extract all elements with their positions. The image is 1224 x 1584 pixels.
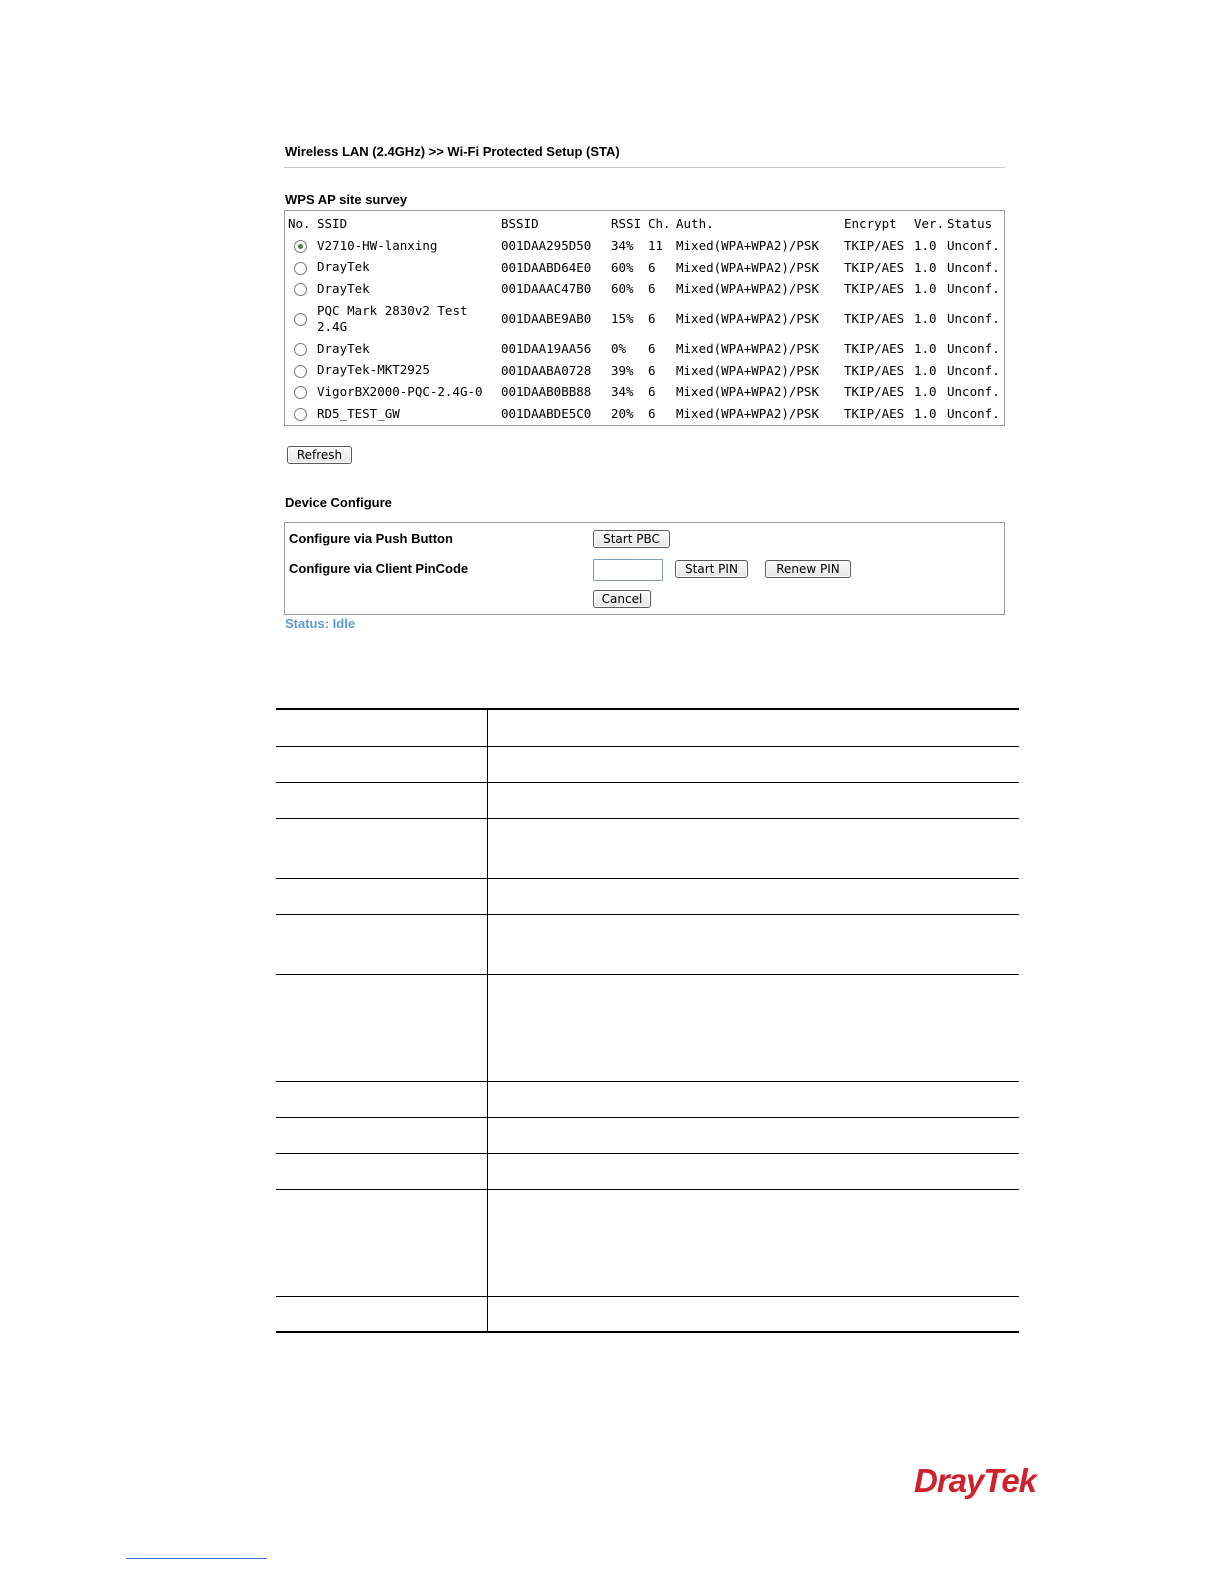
row-bssid: 001DAAAC47B0: [501, 281, 592, 297]
table-row[interactable]: [288, 338, 1004, 360]
table-row[interactable]: [288, 278, 1004, 300]
renew-pin-button[interactable]: Renew PIN: [765, 560, 851, 578]
row-ch: 6: [648, 341, 656, 357]
row-encrypt: TKIP/AES: [844, 384, 905, 400]
table-row: [276, 709, 1019, 746]
row-status: Unconf.: [947, 362, 1000, 378]
row-ch: 6: [648, 384, 656, 400]
table-row: [276, 746, 1019, 782]
start-pbc-button[interactable]: Start PBC: [593, 530, 670, 548]
row-auth: Mixed(WPA+WPA2)/PSK: [676, 406, 819, 422]
row-encrypt: TKIP/AES: [844, 311, 905, 327]
col-auth: Auth.: [676, 216, 714, 232]
radio-select-3[interactable]: [294, 283, 307, 296]
row-bssid: 001DAA295D50: [501, 238, 592, 254]
row-status: Unconf.: [947, 384, 1000, 400]
col-ch: Ch.: [648, 216, 671, 232]
pin-code-input[interactable]: [593, 559, 663, 581]
row-rssi: 60%: [611, 259, 634, 275]
table-row[interactable]: [288, 381, 1004, 403]
row-status: Unconf.: [947, 406, 1000, 422]
row-encrypt: TKIP/AES: [844, 259, 905, 275]
col-no: No.: [288, 216, 311, 232]
survey-table: [288, 213, 1004, 425]
radio-select-5[interactable]: [294, 343, 307, 356]
table-row[interactable]: [288, 256, 1004, 278]
row-auth: Mixed(WPA+WPA2)/PSK: [676, 311, 819, 327]
row-auth: Mixed(WPA+WPA2)/PSK: [676, 281, 819, 297]
row-encrypt: TKIP/AES: [844, 341, 905, 357]
row-rssi: 34%: [611, 384, 634, 400]
row-status: Unconf.: [947, 259, 1000, 275]
device-configure-title: Device Configure: [285, 495, 392, 510]
row-ver: 1.0: [914, 341, 937, 357]
table-row: [276, 1153, 1019, 1189]
row-rssi: 0%: [611, 341, 627, 357]
row-bssid: 001DAAB0BB88: [501, 384, 592, 400]
col-rssi: RSSI: [611, 216, 642, 232]
col-encrypt: Encrypt: [844, 216, 897, 232]
row-encrypt: TKIP/AES: [844, 281, 905, 297]
row-rssi: 34%: [611, 238, 634, 254]
description-table: [276, 708, 1019, 1333]
table-row: [276, 1189, 1019, 1296]
row-auth: Mixed(WPA+WPA2)/PSK: [676, 259, 819, 275]
row-ssid: DrayTek: [317, 340, 370, 356]
table-row: [276, 974, 1019, 1081]
row-status: Unconf.: [947, 341, 1000, 357]
radio-select-6[interactable]: [294, 365, 307, 378]
row-rssi: 20%: [611, 406, 634, 422]
row-ssid: DrayTek: [317, 280, 370, 296]
table-row[interactable]: [288, 235, 1004, 257]
row-ch: 6: [648, 362, 656, 378]
row-ssid: PQC Mark 2830v2 Test 2.4G: [317, 302, 468, 334]
pincode-label: Configure via Client PinCode: [289, 561, 469, 576]
radio-select-4[interactable]: [294, 313, 307, 326]
row-rssi: 15%: [611, 311, 634, 327]
col-ssid: SSID: [317, 216, 348, 232]
row-ver: 1.0: [914, 384, 937, 400]
col-bssid: BSSID: [501, 216, 539, 232]
status-text: Status: Idle: [285, 616, 356, 631]
row-auth: Mixed(WPA+WPA2)/PSK: [676, 384, 819, 400]
table-row: [276, 1117, 1019, 1153]
row-auth: Mixed(WPA+WPA2)/PSK: [676, 362, 819, 378]
row-ver: 1.0: [914, 362, 937, 378]
row-bssid: 001DAA19AA56: [501, 341, 592, 357]
row-bssid: 001DAABE9AB0: [501, 311, 592, 327]
row-encrypt: TKIP/AES: [844, 406, 905, 422]
row-ch: 11: [648, 238, 664, 254]
row-ssid: DrayTek-MKT2925: [317, 362, 430, 378]
col-status: Status: [947, 216, 993, 232]
row-rssi: 39%: [611, 362, 634, 378]
row-auth: Mixed(WPA+WPA2)/PSK: [676, 341, 819, 357]
table-row[interactable]: [288, 300, 1004, 338]
survey-panel: [284, 210, 1005, 426]
table-row: [276, 818, 1019, 878]
row-ver: 1.0: [914, 311, 937, 327]
survey-title: WPS AP site survey: [285, 192, 408, 207]
push-button-label: Configure via Push Button: [289, 531, 453, 546]
row-bssid: 001DAABD64E0: [501, 259, 592, 275]
row-status: Unconf.: [947, 281, 1000, 297]
radio-select-7[interactable]: [294, 386, 307, 399]
start-pin-button[interactable]: Start PIN: [675, 560, 748, 578]
row-rssi: 60%: [611, 281, 634, 297]
header-divider: [284, 167, 1005, 168]
row-ver: 1.0: [914, 406, 937, 422]
row-ssid: DrayTek: [317, 259, 370, 275]
footer-link-underline: [126, 1558, 267, 1559]
table-row: [276, 1296, 1019, 1332]
row-ver: 1.0: [914, 238, 937, 254]
cancel-button[interactable]: Cancel: [593, 590, 651, 608]
col-ver: Ver.: [914, 216, 945, 232]
radio-select-1[interactable]: [294, 240, 307, 253]
row-ch: 6: [648, 311, 656, 327]
page-breadcrumb: Wireless LAN (2.4GHz) >> Wi-Fi Protected Setup (STA): [285, 144, 620, 159]
row-ver: 1.0: [914, 281, 937, 297]
row-bssid: 001DAABA0728: [501, 362, 592, 378]
row-bssid: 001DAABDE5C0: [501, 406, 592, 422]
row-ch: 6: [648, 281, 656, 297]
row-encrypt: TKIP/AES: [844, 362, 905, 378]
row-ssid: RD5_TEST_GW: [317, 405, 400, 421]
row-ssid: V2710-HW-lanxing: [317, 237, 438, 253]
table-row: [276, 914, 1019, 974]
table-row: [276, 878, 1019, 914]
table-row[interactable]: [288, 403, 1004, 425]
radio-select-2[interactable]: [294, 262, 307, 275]
radio-select-8[interactable]: [294, 408, 307, 421]
row-ver: 1.0: [914, 259, 937, 275]
row-ssid: VigorBX2000-PQC-2.4G-0: [317, 383, 483, 399]
row-encrypt: TKIP/AES: [844, 238, 905, 254]
row-auth: Mixed(WPA+WPA2)/PSK: [676, 238, 819, 254]
refresh-button[interactable]: Refresh: [287, 446, 352, 464]
survey-header-row: [288, 213, 1004, 235]
table-row[interactable]: [288, 359, 1004, 381]
row-ch: 6: [648, 406, 656, 422]
row-status: Unconf.: [947, 311, 1000, 327]
row-status: Unconf.: [947, 238, 1000, 254]
table-row: [276, 782, 1019, 818]
draytek-logo: DrayTek: [914, 1462, 1037, 1499]
row-ch: 6: [648, 259, 656, 275]
table-row: [276, 1081, 1019, 1117]
